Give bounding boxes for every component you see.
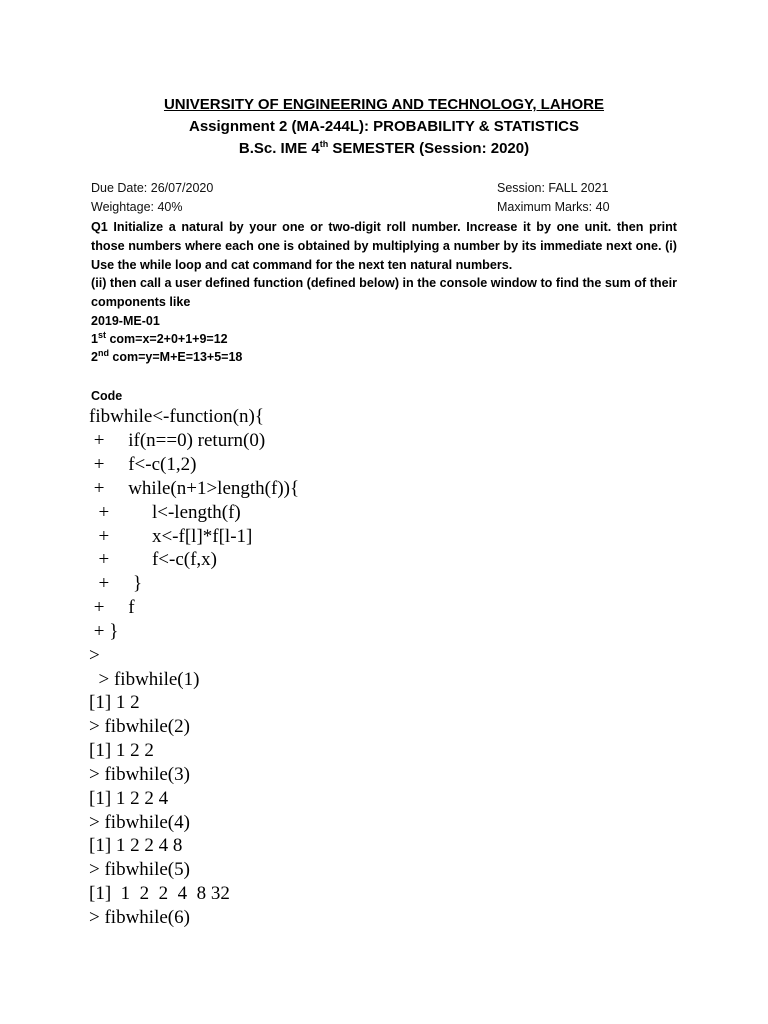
code-line: > fibwhile(6) [89, 907, 190, 928]
code-line: > fibwhile(3) [89, 764, 190, 785]
code-line: + x<-f[l]*f[l-1] [89, 526, 253, 547]
second-combination-num: 2 [91, 350, 98, 364]
code-line: [1] 1 2 [89, 692, 140, 713]
code-line: + } [89, 621, 119, 642]
code-line: + if(n==0) return(0) [89, 430, 266, 451]
university-title: UNIVERSITY OF ENGINEERING AND TECHNOLOGY, LAHORE [163, 96, 605, 113]
code-line: + f<-c(f,x) [89, 549, 217, 570]
code-label: Code [91, 389, 123, 403]
second-combination [91, 347, 243, 364]
max-marks: Maximum Marks: 40 [497, 200, 610, 214]
code-line: + f<-c(1,2) [89, 454, 197, 475]
code-line: + f [89, 597, 135, 618]
program-text: B.Sc. IME 4 [238, 140, 320, 157]
code-line: > fibwhile(5) [89, 859, 190, 880]
program-title [0, 140, 768, 157]
code-line: > fibwhile(4) [89, 812, 190, 833]
assignment-title: Assignment 2 (MA-244L): PROBABILITY & STATISTICS [188, 118, 580, 135]
second-combination-text: com=y=M+E=13+5=18 [108, 350, 243, 364]
first-combination-num: 1 [91, 332, 98, 346]
code-line: + l<-length(f) [89, 502, 241, 523]
first-combination [91, 329, 228, 346]
weightage: Weightage: 40% [91, 200, 183, 214]
first-combination-ordinal: st [97, 329, 106, 340]
code-line: [1] 1 2 2 4 [89, 788, 169, 809]
session: Session: FALL 2021 [497, 181, 609, 195]
code-line: > [89, 645, 100, 666]
code-line: [1] 1 2 2 [89, 740, 154, 761]
code-line: + while(n+1>length(f)){ [89, 478, 300, 499]
code-line: fibwhile<-function(n){ [89, 406, 264, 427]
due-date: Due Date: 26/07/2020 [91, 181, 214, 195]
first-combination-text: com=x=2+0+1+9=12 [105, 332, 228, 346]
code-line: + } [89, 573, 143, 594]
question-part-2: (ii) then call a user defined function (defined below) in the console window to find the sum of their components like [91, 276, 677, 309]
question-part-1: Q1 Initialize a natural by your one or two-digit roll number. Increase it by one unit. then print those numbers where each one is obtained by multiplying a number by its immediate next one. (i) Use the while loop and cat command for the next ten natural numbers. [91, 220, 677, 272]
code-line: > fibwhile(2) [89, 716, 190, 737]
code-line: [1] 1 2 2 4 8 32 [89, 883, 230, 904]
program-ordinal: th [319, 139, 329, 149]
program-text-rest: SEMESTER (Session: 2020) [328, 140, 530, 157]
roll-number: 2019-ME-01 [91, 314, 160, 328]
code-line: [1] 1 2 2 4 8 [89, 835, 183, 856]
code-line: > fibwhile(1) [89, 669, 200, 690]
second-combination-ordinal: nd [97, 347, 109, 358]
